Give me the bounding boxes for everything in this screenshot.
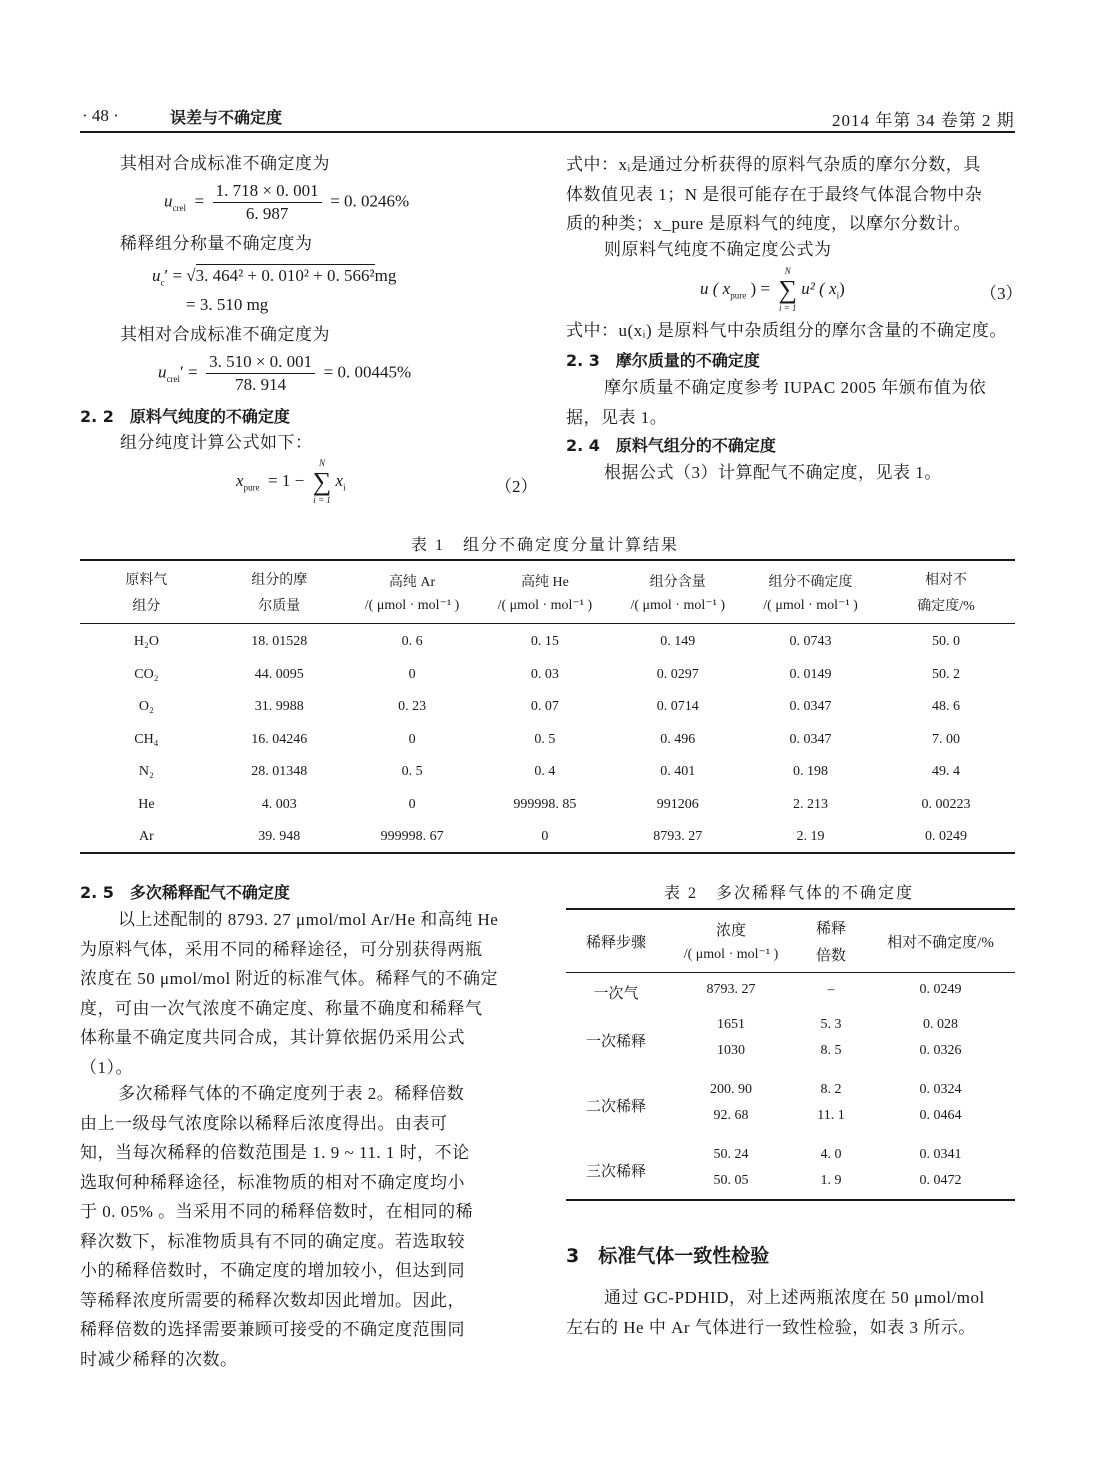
equation-ucrel: $u_{crel}$ = $\frac{1. 718 \times 0. 001}{6. 987}$ = 0. 0246%	[164, 181, 410, 223]
table-1	[80, 562, 1015, 622]
table-cell: 1. 9	[820, 1173, 842, 1188]
fraction: $\frac{1. 718 \times 0. 001}{6. 987}$	[213, 180, 322, 225]
table-cell: 1651	[717, 1017, 745, 1032]
issue-info: 2014 年第 34 卷第 2 期	[832, 111, 1015, 130]
section-heading-2-5: 2. 5 多次稀释配气不确定度	[80, 883, 290, 902]
table-header-row	[566, 911, 1015, 971]
column-header: 相对不确定度/%	[887, 934, 994, 951]
column-header: 组分的摩 尔质量	[251, 573, 308, 614]
table-row: CO₂ 44. 0095 0 0. 03 0. 0297 0. 0149 50. 2	[134, 666, 960, 682]
table-cell: 8. 5	[820, 1043, 842, 1058]
summation-symbol: N ∑ i = 1	[778, 266, 798, 313]
section-heading-2-4: 2. 4 原料气组分的不确定度	[566, 436, 776, 455]
table-1-caption: 表 1 组分不确定度分量计算结果	[411, 537, 680, 554]
left-text-line: 其相对合成标准不确定度为	[120, 154, 330, 173]
column-header: 高纯 He /( μmol · mol⁻¹ )	[497, 574, 593, 613]
table-cell: 0. 0249	[919, 982, 962, 997]
left-paragraph-2: 多次稀释气体的不确定度列于表 2。稀释倍数 由上一级母气浓度除以稀释后浓度得出。由表可 知，当每次稀释的倍数范围是 1. 9 ~ 11. 1 时，不论 选取何种稀释途径，标准物质的相对不确定度均小 于 0. 05% 。当采用不同的稀释倍数时，在相同的稀 释次数下，标准物质具有不同的确定度。若选取较 小的稀释倍数时，不确定度的增加较小，但达到同 等稀释浓度所需要的稀释次数却因此增加。因此， 稀释倍数的选择需要兼顾可接受的不确定度范围同 时减少稀释的次数。	[80, 1084, 474, 1369]
equation-u-xpure: u ( $x_{pure}$ ) = N ∑ i = 1 u² ( $x_i$)	[700, 266, 845, 313]
table-cell: 0. 0341	[919, 1147, 962, 1162]
dilution-step: 三次稀释	[585, 1164, 646, 1180]
journal-section-title: 误差与不确定度	[170, 108, 283, 127]
right-text-line: 则原料气纯度不确定度公式为	[604, 240, 832, 259]
equation-number-2: （2）	[495, 477, 538, 496]
table-row: N₂ 28. 01348 0. 5 0. 4 0. 401 0. 198 49. 4	[138, 764, 960, 780]
right-text-line: 式中：u(xᵢ) 是原料气中杂质组分的摩尔含量的不确定度。	[566, 321, 1007, 340]
table-row: O₂ 31. 9988 0. 23 0. 07 0. 0714 0. 0347 48. 6	[138, 699, 960, 715]
dilution-step: 二次稀释	[585, 1099, 646, 1115]
table-cell: 50. 24	[713, 1147, 749, 1162]
table-cell: 8793. 27	[706, 982, 756, 997]
table-cell: 1030	[717, 1043, 745, 1058]
table-cell: 4. 0	[820, 1147, 842, 1162]
page-number: · 48 ·	[82, 106, 119, 125]
table-2-bottom-rule	[566, 1199, 1015, 1201]
equation-xpure: $x_{pure} = 1$ − N ∑ i = 1 $x_i$	[236, 458, 346, 505]
right-text-line: 根据公式（3）计算配气不确定度，见表 1。	[604, 463, 942, 482]
table-row: He 4. 003 0 999998. 85 991206 2. 213 0. 00223	[138, 796, 971, 812]
table-1-top-rule	[80, 559, 1015, 561]
section-heading-2-2: 2. 2 原料气纯度的不确定度	[80, 407, 290, 426]
table-2-caption: 表 2 多次稀释气体的不确定度	[664, 885, 915, 902]
table-cell: 5. 3	[820, 1017, 842, 1032]
right-paragraph-1: 式中：xᵢ是通过分析获得的原料气杂质的摩尔分数，具 体数值见表 1；N 是很可能存在于最终气体混合物中杂 质的种类；x_pure 是原料气的纯度，以摩尔分数计。	[566, 155, 983, 233]
summation-symbol: N ∑ i = 1	[312, 458, 332, 505]
dilution-step: 一次气	[593, 986, 639, 1002]
table-row: H₂O 18. 01528 0. 6 0. 15 0. 149 0. 0743 50. 0	[133, 634, 960, 650]
column-header: 浓度 /( μmol · mol⁻¹ )	[683, 923, 779, 962]
left-text-line: 组分纯度计算公式如下：	[120, 433, 313, 452]
equation-uc-prime: $u_c' = √3$. 464² + 0. 010² + 0. 566²mg	[152, 266, 397, 288]
section-heading-2-3: 2. 3 摩尔质量的不确定度	[566, 351, 760, 370]
table-cell: –	[827, 982, 835, 997]
table-1-bottom-rule	[80, 852, 1015, 854]
table-cell: 0. 0324	[919, 1082, 962, 1097]
dilution-step: 一次稀释	[585, 1034, 646, 1050]
table-row: CH₄ 16. 04246 0 0. 5 0. 496 0. 0347 7. 00	[134, 731, 960, 747]
column-header: 原料气 组分	[125, 573, 168, 614]
table-1-header-rule	[80, 623, 1015, 624]
table-1-body	[80, 626, 1015, 854]
table-2-header	[566, 911, 1015, 971]
equation-number-3: （3）	[980, 284, 1023, 303]
table-2-header-rule	[566, 972, 1015, 973]
table-cell: 0. 0464	[919, 1108, 962, 1123]
table-cell: 200. 90	[710, 1082, 752, 1097]
column-header: 相对不 确定度/%	[917, 573, 975, 614]
table-cell: 11. 1	[817, 1108, 845, 1123]
table-cell: 50. 05	[713, 1173, 749, 1188]
column-header: 高纯 Ar /( μmol · mol⁻¹ )	[364, 574, 460, 613]
equation-uc-prime-result: = 3. 510 mg	[186, 295, 269, 314]
column-header: 稀释步骤	[585, 934, 646, 951]
table-2-top-rule	[566, 908, 1015, 910]
table-cell: 0. 028	[923, 1017, 958, 1032]
table-cell: 92. 68	[713, 1108, 749, 1123]
table-header-row	[80, 562, 1015, 622]
right-paragraph-2: 摩尔质量不确定度参考 IUPAC 2005 年颁布值为依 据，见表 1。	[566, 378, 987, 427]
right-paragraph-3: 通过 GC-PDHID，对上述两瓶浓度在 50 μmol/mol 左右的 He 中 Ar 气体进行一致性检验，如表 3 所示。	[566, 1288, 985, 1337]
table-row: Ar 39. 948 999998. 67 0 8793. 27 2. 19 0. 0249	[139, 829, 967, 845]
table-cell: 0. 0326	[919, 1043, 962, 1058]
header-rule	[80, 131, 1015, 133]
table-cell: 8. 2	[820, 1082, 842, 1097]
section-heading-3: 3 标准气体一致性检验	[566, 1245, 770, 1267]
column-header: 稀释 倍数	[815, 921, 846, 964]
fraction: $\frac{3. 510 \times 0. 001}{78. 914}$	[206, 351, 315, 396]
equation-ucrel-prime: $u_{crel}'$ = $\frac{3. 510 \times 0. 001}{78. 914}$ = 0. 00445%	[158, 352, 412, 394]
left-text-line: 稀释组分称量不确定度为	[120, 234, 313, 253]
column-header: 组分不确定度 /( μmol · mol⁻¹ )	[763, 574, 858, 613]
column-header: 组分含量 /( μmol · mol⁻¹ )	[630, 574, 725, 613]
left-text-line: 其相对合成标准不确定度为	[120, 325, 330, 344]
table-cell: 0. 0472	[919, 1173, 962, 1188]
left-paragraph-1: 以上述配制的 8793. 27 μmol/mol Ar/He 和高纯 He 为原料气体，采用不同的稀释途径，可分别获得两瓶 浓度在 50 μmol/mol 附近的标准气体。稀释气的不确定 度，可由一次气浓度不确定度、称量不确度和稀释气 体称量不确定度共同合成，其计算依据仍采用公式 （1）。	[80, 910, 499, 1077]
